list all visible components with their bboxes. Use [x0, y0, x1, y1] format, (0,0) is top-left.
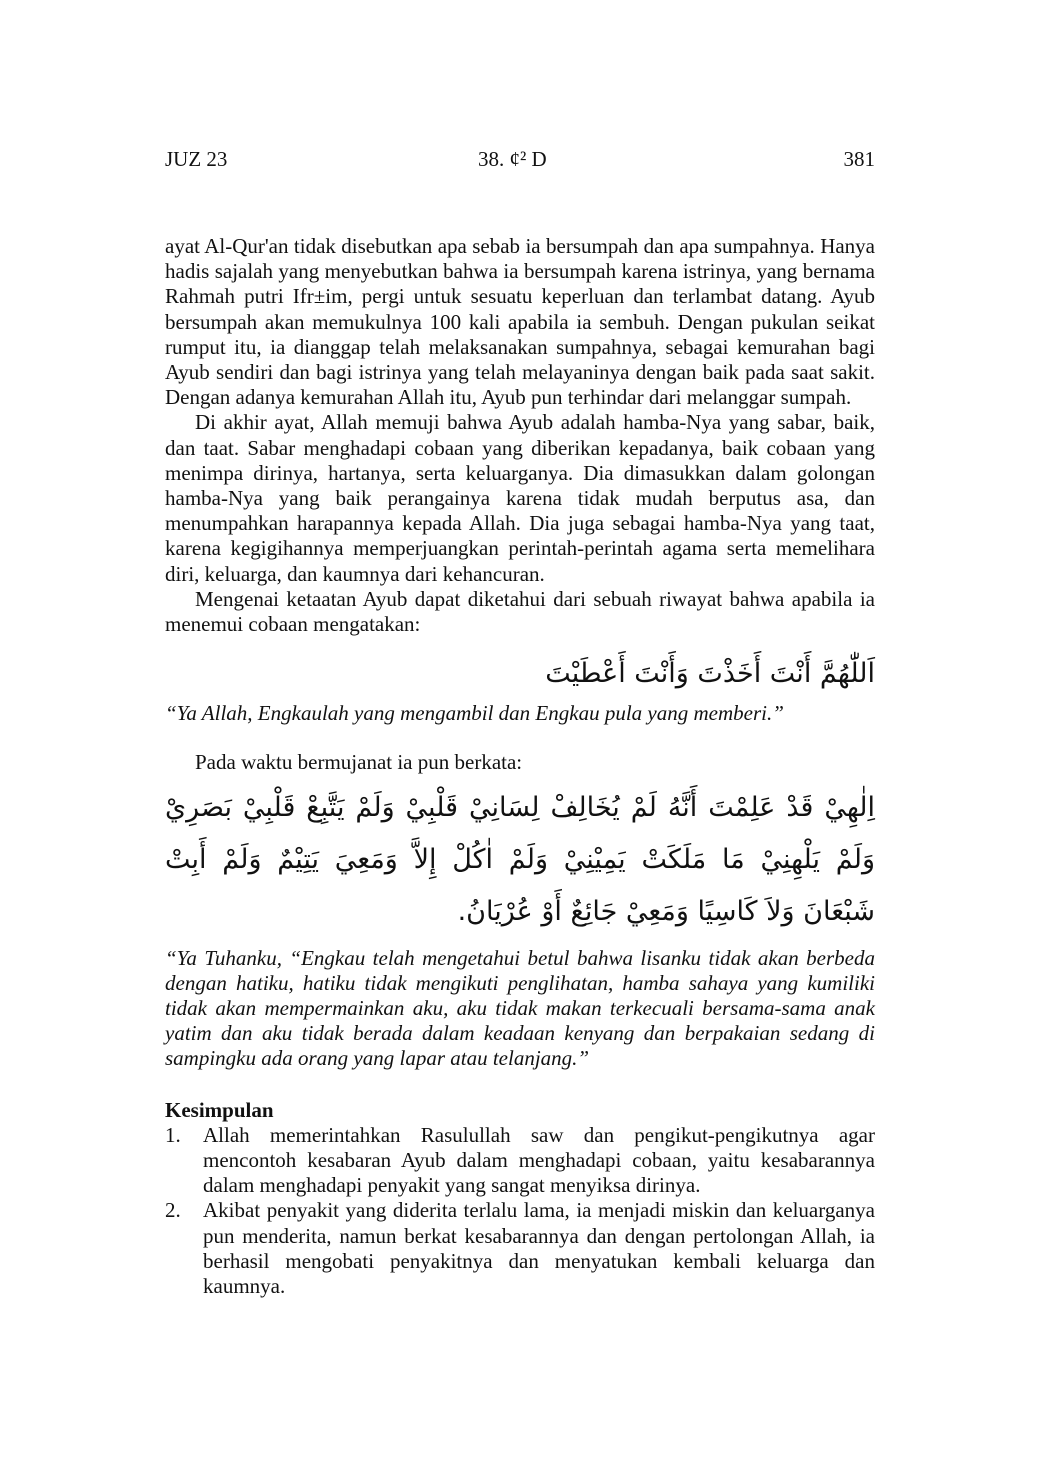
paragraph-1: ayat Al-Qur'an tidak disebutkan apa sebab ia bersumpah dan apa sumpahnya. Hanya hadis sajalah yang menyebutkan bahwa ia bersumpah karena istrinya, yang bernama Rahmah putri Ifr±im, pergi untuk sesuatu keperluan dan terlambat datang. Ayub bersumpah akan memukulnya 100 kali apabila ia sembuh. Dengan pukulan seikat rumput itu, ia dianggap telah melaksanakan sumpahnya, sebagai kemurahan bagi Ayub sendiri dan bagi istrinya yang telah melayaninya dengan baik pada saat sakit. Dengan adanya kemurahan Allah itu, Ayub pun terhindar dari melanggar sumpah. [165, 234, 875, 410]
list-item [165, 1198, 875, 1299]
page-number: 381 [843, 147, 875, 171]
juz-label: JUZ 23 [165, 147, 228, 171]
list-item-text: Akibat penyakit yang diderita terlalu lama, ia menjadi miskin dan keluarganya pun menderita, namun berkat kesabarannya dan dengan pertolongan Allah, ia berhasil mengobati penyakitnya dan menyatukan kembali keluarga dan kaumnya. [203, 1198, 875, 1299]
page-body [165, 234, 875, 1299]
list-item-number: 1. [165, 1122, 181, 1147]
conclusion-list [165, 1123, 875, 1299]
paragraph-4: Pada waktu bermujanat ia pun berkata: [195, 750, 523, 775]
surah-label: 38. ¢² D [478, 147, 547, 171]
list-item-number: 2. [165, 1198, 181, 1223]
page-header [165, 144, 875, 174]
conclusion-heading: Kesimpulan [165, 1097, 274, 1122]
translation-2: “Ya Tuhanku, “Engkau telah mengetahui betul bahwa lisanku tidak akan berbeda dengan hatiku, hatiku tidak mengikuti penglihatan, hamba sahaya yang kumiliki tidak akan mempermainkan aku, aku tidak makan terkecuali bersama-sama anak yatim dan aku tidak berada dalam keadaan kenyang dan berpakaian sedang di sampingku ada orang yang lapar atau telanjang.” [165, 945, 875, 1071]
paragraph-2: Di akhir ayat, Allah memuji bahwa Ayub adalah hamba-Nya yang sabar, baik, dan taat. Sabar menghadapi cobaan yang diberikan kepadanya, baik cobaan yang menimpa dirinya, hartanya, serta keluarganya. Dia dimasukkan dalam golongan hamba-Nya yang baik perangainya karena tidak mudah berputus asa, dan menumpahkan harapannya kepada Allah. Dia juga sebagai hamba-Nya yang taat, karena kegigihannya memperjuangkan perintah-perintah agama serta memelihara diri, keluarga, dan kaumnya dari kehancuran. [165, 410, 875, 586]
paragraph-3: Mengenai ketaatan Ayub dapat diketahui dari sebuah riwayat bahwa apabila ia menemui cobaan mengatakan: [165, 586, 875, 637]
arabic-prayer-1: اَللّٰهُمَّ أَنْتَ أَخَذْتَ وَأَنْتَ أَعْطَيْتَ [545, 658, 875, 690]
arabic-prayer-2: اِلٰهِيْ قَدْ عَلِمْتَ أَنَّهُ لَمْ يُخَالِفْ لِسَانِيْ قَلْبِيْ وَلَمْ يَتَّبِعْ قَلْبِيْ بَصَرِيْ وَلَمْ يَلْهِنِيْ مَا مَلَكَتْ يَمِيْنِيْ وَلَمْ اٰكُلْ إِلاَّ وَمَعِيَ يَتِيْمٌ وَلَمْ أَبِتْ شَبْعَانَ وَلاَ كَاسِيًا وَمَعِيْ جَائِعٌ أَوْ عُرْيَانُ. [165, 791, 875, 927]
list-item [165, 1123, 875, 1199]
list-item-text: Allah memerintahkan Rasulullah saw dan pengikut-pengikutnya agar mencontoh kesabaran Ayub dalam menghadapi cobaan, yaitu kesabarannya dalam menghadapi penyakit yang sangat menyiksa dirinya. [203, 1122, 875, 1198]
translation-1: “Ya Allah, Engkaulah yang mengambil dan Engkau pula yang memberi.” [165, 701, 784, 726]
